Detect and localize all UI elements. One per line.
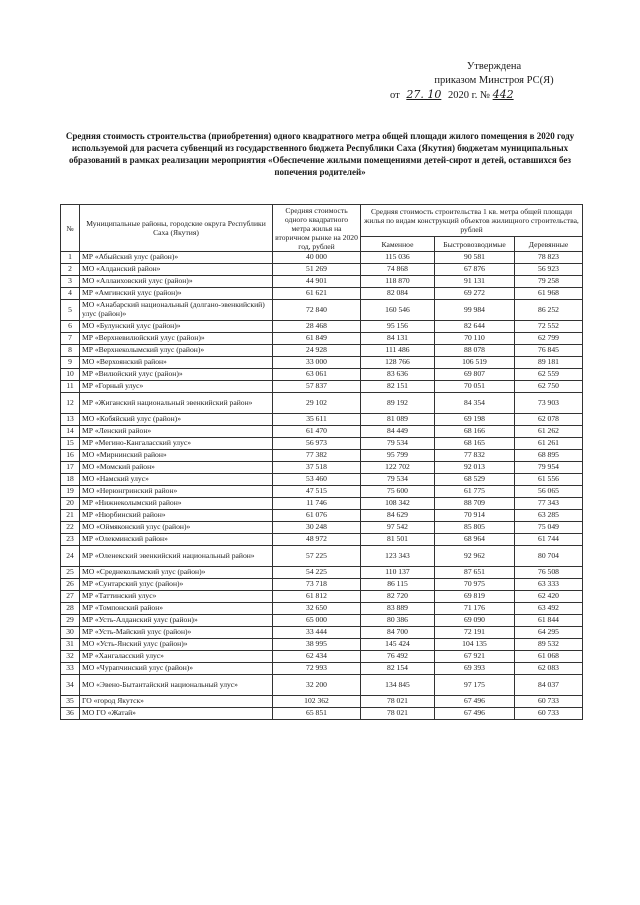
cell-n: 36 — [61, 708, 80, 720]
cell-name: МО «Нерюнгринский район» — [80, 486, 273, 498]
cell-wood: 62 078 — [515, 414, 583, 426]
cell-name: МО «Алданский район» — [80, 264, 273, 276]
cell-stone: 108 342 — [361, 498, 435, 510]
table-row — [61, 696, 583, 708]
cell-stone: 75 600 — [361, 486, 435, 498]
cell-n: 31 — [61, 639, 80, 651]
cell-name: МР «Сунтарский улус (район)» — [80, 579, 273, 591]
table-row — [61, 381, 583, 393]
cell-n: 18 — [61, 474, 80, 486]
cell-sec: 57 837 — [273, 381, 361, 393]
cell-name: МР «Усть-Майский улус (район)» — [80, 627, 273, 639]
document-title: Средняя стоимость строительства (приобретения) одного квадратного метра общей площади жилого помещения в 2020 году используемой для расчета субвенций из государственного бюджета Республики Саха (Якутия) бюджетам муниципальных образований в рамках реализации мероприятия «Обеспечение жилыми помещениями детей-сирот и детей, оставшихся без попечения родителей» — [65, 131, 575, 177]
approval-line-1: Утверждена — [466, 61, 522, 72]
cell-sec: 65 000 — [273, 615, 361, 627]
table-row — [61, 591, 583, 603]
cell-quick: 61 775 — [435, 486, 515, 498]
cell-sec: 61 812 — [273, 591, 361, 603]
cell-n: 13 — [61, 414, 80, 426]
table-row — [61, 438, 583, 450]
table-row — [61, 627, 583, 639]
cell-quick: 77 832 — [435, 450, 515, 462]
table-row — [61, 369, 583, 381]
table-row — [61, 546, 583, 567]
cell-stone: 84 629 — [361, 510, 435, 522]
cell-wood: 63 333 — [515, 579, 583, 591]
table-row — [61, 675, 583, 696]
cell-quick: 90 581 — [435, 252, 515, 264]
cell-stone: 82 084 — [361, 288, 435, 300]
cell-name: МО «Эвено-Бытантайский национальный улус» — [80, 675, 273, 696]
cell-name: МР «Нюрбинский район» — [80, 510, 273, 522]
cell-stone: 84 700 — [361, 627, 435, 639]
cell-wood: 68 895 — [515, 450, 583, 462]
header-quick: Быстровозводимые — [435, 237, 515, 252]
cell-sec: 77 382 — [273, 450, 361, 462]
cell-name: МР «Мегино-Кангаласский улус» — [80, 438, 273, 450]
cell-n: 14 — [61, 426, 80, 438]
cell-quick: 88 709 — [435, 498, 515, 510]
cell-quick: 69 090 — [435, 615, 515, 627]
cell-wood: 62 750 — [515, 381, 583, 393]
cell-wood: 78 823 — [515, 252, 583, 264]
table-row — [61, 510, 583, 522]
header-district: Муниципальные районы, городские округа Республики Саха (Якутия) — [80, 205, 273, 252]
cell-name: МО «Момский район» — [80, 462, 273, 474]
cell-sec: 65 851 — [273, 708, 361, 720]
cell-n: 11 — [61, 381, 80, 393]
cell-quick: 92 013 — [435, 462, 515, 474]
table-row — [61, 474, 583, 486]
cell-n: 24 — [61, 546, 80, 567]
cell-stone: 97 542 — [361, 522, 435, 534]
cell-wood: 76 845 — [515, 345, 583, 357]
cell-sec: 63 061 — [273, 369, 361, 381]
cell-name: МР «Нижнеколымский район» — [80, 498, 273, 510]
cell-wood: 63 492 — [515, 603, 583, 615]
approval-line-2: приказом Минстроя РС(Я) — [434, 75, 554, 86]
order-number: 442 — [492, 88, 514, 101]
table-row — [61, 393, 583, 414]
cell-wood: 72 552 — [515, 321, 583, 333]
cell-quick: 70 110 — [435, 333, 515, 345]
cell-stone: 79 534 — [361, 474, 435, 486]
cell-n: 27 — [61, 591, 80, 603]
cell-stone: 95 156 — [361, 321, 435, 333]
cell-n: 19 — [61, 486, 80, 498]
cell-sec: 48 972 — [273, 534, 361, 546]
cell-sec: 61 076 — [273, 510, 361, 522]
cell-n: 1 — [61, 252, 80, 264]
cell-quick: 70 914 — [435, 510, 515, 522]
cell-quick: 69 819 — [435, 591, 515, 603]
cell-wood: 64 295 — [515, 627, 583, 639]
cell-n: 16 — [61, 450, 80, 462]
cell-stone: 78 021 — [361, 696, 435, 708]
cell-stone: 84 449 — [361, 426, 435, 438]
cell-n: 35 — [61, 696, 80, 708]
date-prefix: от — [390, 90, 400, 101]
cell-quick: 72 191 — [435, 627, 515, 639]
table-row — [61, 300, 583, 321]
cell-quick: 68 529 — [435, 474, 515, 486]
cell-quick: 85 805 — [435, 522, 515, 534]
cell-wood: 89 532 — [515, 639, 583, 651]
cell-n: 17 — [61, 462, 80, 474]
cell-quick: 69 198 — [435, 414, 515, 426]
cell-n: 3 — [61, 276, 80, 288]
cell-wood: 61 068 — [515, 651, 583, 663]
cell-name: МР «Хангаласский улус» — [80, 651, 273, 663]
cell-name: МР «Верхневилюйский улус (район)» — [80, 333, 273, 345]
cell-wood: 61 556 — [515, 474, 583, 486]
cell-sec: 56 973 — [273, 438, 361, 450]
cell-name: МР «Таттинский улус» — [80, 591, 273, 603]
table-row — [61, 498, 583, 510]
cell-quick: 71 176 — [435, 603, 515, 615]
cell-sec: 62 434 — [273, 651, 361, 663]
cell-stone: 74 868 — [361, 264, 435, 276]
cell-n: 29 — [61, 615, 80, 627]
cell-name: МР «Вилюйский улус (район)» — [80, 369, 273, 381]
table-row — [61, 522, 583, 534]
cost-table — [60, 204, 583, 720]
cell-quick: 67 876 — [435, 264, 515, 276]
cell-name: МР «Оленекский эвенкийский национальный район» — [80, 546, 273, 567]
cell-quick: 84 354 — [435, 393, 515, 414]
table-row — [61, 345, 583, 357]
cell-stone: 160 546 — [361, 300, 435, 321]
cell-n: 32 — [61, 651, 80, 663]
cell-wood: 61 968 — [515, 288, 583, 300]
table-row — [61, 639, 583, 651]
cell-name: МО «Намский улус» — [80, 474, 273, 486]
table-row — [61, 414, 583, 426]
cell-quick: 69 272 — [435, 288, 515, 300]
cell-name: МО ГО «Жатай» — [80, 708, 273, 720]
cell-name: МР «Жиганский национальный эвенкийский район» — [80, 393, 273, 414]
cell-sec: 29 102 — [273, 393, 361, 414]
cell-wood: 89 181 — [515, 357, 583, 369]
cell-n: 23 — [61, 534, 80, 546]
cell-sec: 11 746 — [273, 498, 361, 510]
cell-sec: 33 444 — [273, 627, 361, 639]
table-row — [61, 333, 583, 345]
cell-wood: 61 844 — [515, 615, 583, 627]
cell-name: МР «Усть-Алданский улус (район)» — [80, 615, 273, 627]
header-wood: Деревянные — [515, 237, 583, 252]
table-row — [61, 264, 583, 276]
cell-stone: 134 845 — [361, 675, 435, 696]
cell-n: 33 — [61, 663, 80, 675]
cell-name: МО «Анабарский национальный (долгано-эвенкийский) улус (район)» — [80, 300, 273, 321]
cell-stone: 86 115 — [361, 579, 435, 591]
cell-wood: 61 261 — [515, 438, 583, 450]
table-row — [61, 252, 583, 264]
table-row — [61, 603, 583, 615]
approval-date-line — [384, 88, 604, 103]
cell-sec: 24 928 — [273, 345, 361, 357]
cell-n: 5 — [61, 300, 80, 321]
cell-n: 4 — [61, 288, 80, 300]
cell-stone: 110 137 — [361, 567, 435, 579]
cell-n: 9 — [61, 357, 80, 369]
cell-sec: 44 901 — [273, 276, 361, 288]
cell-sec: 32 650 — [273, 603, 361, 615]
cell-quick: 92 962 — [435, 546, 515, 567]
cell-name: МР «Верхнеколымский улус (район)» — [80, 345, 273, 357]
cell-name: МО «Среднеколымский улус (район)» — [80, 567, 273, 579]
table-row — [61, 486, 583, 498]
cell-wood: 60 733 — [515, 708, 583, 720]
cell-wood: 79 954 — [515, 462, 583, 474]
cell-sec: 72 840 — [273, 300, 361, 321]
cell-name: ГО «город Якутск» — [80, 696, 273, 708]
cell-sec: 53 460 — [273, 474, 361, 486]
cell-name: МО «Мирнинский район» — [80, 450, 273, 462]
cell-quick: 88 078 — [435, 345, 515, 357]
header-secondary: Средняя стоимость одного квадратного метра жилья на вторичном рынке на 2020 год, рублей — [273, 205, 361, 252]
table-row — [61, 276, 583, 288]
cell-sec: 33 000 — [273, 357, 361, 369]
table-row — [61, 534, 583, 546]
table-row — [61, 462, 583, 474]
cell-sec: 28 468 — [273, 321, 361, 333]
cell-wood: 60 733 — [515, 696, 583, 708]
table-row — [61, 450, 583, 462]
cell-wood: 62 083 — [515, 663, 583, 675]
cell-stone: 145 424 — [361, 639, 435, 651]
cell-n: 2 — [61, 264, 80, 276]
cell-sec: 61 621 — [273, 288, 361, 300]
cell-quick: 67 496 — [435, 696, 515, 708]
table-row — [61, 579, 583, 591]
date-day-month: 27. 10 — [406, 88, 442, 101]
cell-sec: 51 269 — [273, 264, 361, 276]
cell-name: МР «Олекминский район» — [80, 534, 273, 546]
cell-n: 28 — [61, 603, 80, 615]
cell-name: МР «Горный улус» — [80, 381, 273, 393]
cell-n: 22 — [61, 522, 80, 534]
cell-n: 15 — [61, 438, 80, 450]
cell-stone: 84 131 — [361, 333, 435, 345]
cell-stone: 78 021 — [361, 708, 435, 720]
cell-quick: 70 975 — [435, 579, 515, 591]
cell-wood: 79 258 — [515, 276, 583, 288]
cell-quick: 67 496 — [435, 708, 515, 720]
cell-quick: 68 964 — [435, 534, 515, 546]
cell-stone: 82 151 — [361, 381, 435, 393]
cell-stone: 123 343 — [361, 546, 435, 567]
cell-wood: 86 252 — [515, 300, 583, 321]
cell-sec: 32 200 — [273, 675, 361, 696]
cell-sec: 47 515 — [273, 486, 361, 498]
cell-quick: 97 175 — [435, 675, 515, 696]
cell-name: МР «Томпонский район» — [80, 603, 273, 615]
cell-sec: 30 248 — [273, 522, 361, 534]
cell-stone: 89 192 — [361, 393, 435, 414]
cell-n: 7 — [61, 333, 80, 345]
cell-quick: 69 807 — [435, 369, 515, 381]
cell-wood: 84 037 — [515, 675, 583, 696]
date-year: 2020 г. № — [447, 90, 490, 101]
cell-n: 25 — [61, 567, 80, 579]
cell-quick: 69 393 — [435, 663, 515, 675]
cell-name: МО «Кобяйский улус (район)» — [80, 414, 273, 426]
table-row — [61, 357, 583, 369]
cell-sec: 57 225 — [273, 546, 361, 567]
cell-quick: 106 519 — [435, 357, 515, 369]
cell-wood: 62 420 — [515, 591, 583, 603]
header-num: № — [61, 205, 80, 252]
cell-name: МР «Абыйский улус (район)» — [80, 252, 273, 264]
cell-stone: 81 089 — [361, 414, 435, 426]
header-stone: Каменное — [361, 237, 435, 252]
cell-stone: 79 534 — [361, 438, 435, 450]
cell-stone: 83 636 — [361, 369, 435, 381]
cell-stone: 82 154 — [361, 663, 435, 675]
cell-sec: 54 225 — [273, 567, 361, 579]
cell-stone: 128 766 — [361, 357, 435, 369]
cell-wood: 56 065 — [515, 486, 583, 498]
cell-sec: 73 718 — [273, 579, 361, 591]
cell-name: МО «Чурапчинский улус (район)» — [80, 663, 273, 675]
cell-n: 26 — [61, 579, 80, 591]
cell-stone: 81 501 — [361, 534, 435, 546]
cell-stone: 115 036 — [361, 252, 435, 264]
cell-quick: 87 651 — [435, 567, 515, 579]
cell-name: МО «Аллаиховский улус (район)» — [80, 276, 273, 288]
cell-n: 12 — [61, 393, 80, 414]
cell-stone: 118 870 — [361, 276, 435, 288]
cell-stone: 76 492 — [361, 651, 435, 663]
table-row — [61, 426, 583, 438]
cell-name: МР «Амгинский улус (район)» — [80, 288, 273, 300]
cell-n: 6 — [61, 321, 80, 333]
cell-wood: 77 343 — [515, 498, 583, 510]
cell-wood: 61 744 — [515, 534, 583, 546]
cell-wood: 80 704 — [515, 546, 583, 567]
cell-wood: 75 049 — [515, 522, 583, 534]
cell-name: МО «Усть-Янский улус (район)» — [80, 639, 273, 651]
cell-stone: 111 486 — [361, 345, 435, 357]
cell-wood: 62 799 — [515, 333, 583, 345]
cell-sec: 102 362 — [273, 696, 361, 708]
cell-n: 21 — [61, 510, 80, 522]
table-row — [61, 321, 583, 333]
cell-quick: 67 921 — [435, 651, 515, 663]
cell-quick: 70 051 — [435, 381, 515, 393]
cell-sec: 40 000 — [273, 252, 361, 264]
cell-quick: 99 984 — [435, 300, 515, 321]
cell-quick: 68 166 — [435, 426, 515, 438]
cell-stone: 82 720 — [361, 591, 435, 603]
cell-wood: 56 923 — [515, 264, 583, 276]
cell-quick: 91 131 — [435, 276, 515, 288]
table-row — [61, 663, 583, 675]
table-row — [61, 651, 583, 663]
cell-n: 8 — [61, 345, 80, 357]
header-row — [61, 205, 583, 237]
cell-stone: 122 702 — [361, 462, 435, 474]
cell-wood: 73 903 — [515, 393, 583, 414]
cell-name: МР «Ленский район» — [80, 426, 273, 438]
cell-sec: 61 849 — [273, 333, 361, 345]
cell-stone: 80 386 — [361, 615, 435, 627]
cell-wood: 62 559 — [515, 369, 583, 381]
cell-name: МО «Верхоянский район» — [80, 357, 273, 369]
cell-sec: 37 518 — [273, 462, 361, 474]
cell-wood: 63 285 — [515, 510, 583, 522]
cell-sec: 72 993 — [273, 663, 361, 675]
cell-name: МО «Оймяконский улус (район)» — [80, 522, 273, 534]
cell-wood: 76 508 — [515, 567, 583, 579]
cell-sec: 61 470 — [273, 426, 361, 438]
cell-quick: 82 644 — [435, 321, 515, 333]
cell-quick: 104 135 — [435, 639, 515, 651]
table-row — [61, 615, 583, 627]
cell-wood: 61 262 — [515, 426, 583, 438]
cell-stone: 83 889 — [361, 603, 435, 615]
cell-name: МО «Булунский улус (район)» — [80, 321, 273, 333]
cell-n: 30 — [61, 627, 80, 639]
table-row — [61, 567, 583, 579]
cell-stone: 95 799 — [361, 450, 435, 462]
table-row — [61, 708, 583, 720]
cell-quick: 68 165 — [435, 438, 515, 450]
header-construction: Средняя стоимость строительства 1 кв. метра общей площади жилья по видам конструкций объектов жилищного строительства, рублей — [361, 205, 583, 237]
cell-sec: 35 611 — [273, 414, 361, 426]
approval-block — [384, 60, 604, 103]
table-row — [61, 288, 583, 300]
cell-n: 34 — [61, 675, 80, 696]
cell-n: 10 — [61, 369, 80, 381]
table-body — [61, 252, 583, 720]
cell-n: 20 — [61, 498, 80, 510]
cell-sec: 38 995 — [273, 639, 361, 651]
